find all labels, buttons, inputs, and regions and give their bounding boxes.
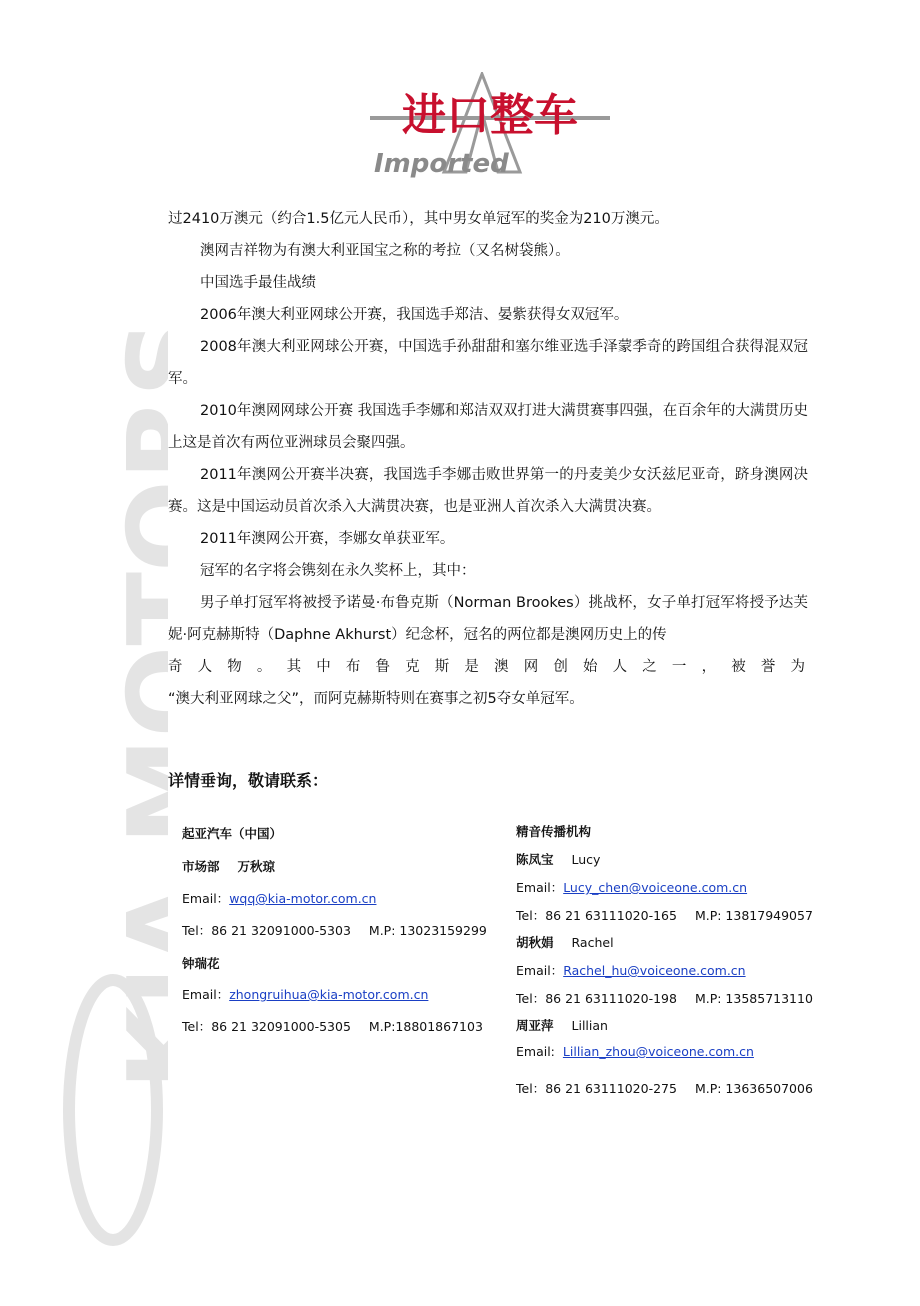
right-mp-2: M.P: 13585713110 (694, 991, 813, 1006)
paragraph-6: 2010年澳网网球公开赛 我国选手李娜和郑洁双双打进大满贯赛事四强，在百余年的大满贯历史上这是首次有两位亚洲球员会聚四强。 (168, 403, 808, 451)
left-person2: 钟瑞花 (182, 956, 220, 971)
left-mp-2: M.P:18801867103 (368, 1019, 483, 1034)
right-tel-1: 86 21 63111020-165 (545, 908, 677, 923)
right-person3 (516, 1016, 608, 1034)
right-p3-name: 周亚萍 (516, 1018, 554, 1033)
tel-label: Tel： (182, 923, 212, 938)
right-mp-1: M.P: 13817949057 (694, 908, 813, 923)
paragraph-11: 奇人物。其中布鲁克斯是澳网创始人之一，被誉为 (168, 659, 808, 675)
left-email-link-1[interactable]: wqq@kia-motor.com.cn (229, 891, 377, 906)
left-tel-1: 86 21 32091000-5303 (211, 923, 351, 938)
kia-motors-watermark (58, 0, 168, 1302)
kia-logo-watermark-graphic (58, 0, 168, 1302)
right-email-link-2[interactable]: Rachel_hu@voiceone.com.cn (563, 963, 746, 978)
left-dept-person (182, 857, 275, 875)
left-email-row-1 (182, 889, 376, 907)
tel-label: Tel： (516, 908, 546, 923)
email-label: Email： (182, 891, 230, 906)
left-dept: 市场部 (182, 859, 220, 874)
contact-right-column (516, 822, 816, 1102)
article-body (168, 203, 808, 715)
tel-label: Tel： (516, 1081, 546, 1096)
paragraph-9: 冠军的名字将会镌刻在永久奖杯上，其中： (200, 563, 476, 579)
right-company: 精音传播机构 (516, 824, 592, 839)
watermark-text: KIA MOTORS (106, 319, 168, 1090)
tel-label: Tel： (516, 991, 546, 1006)
email-label: Email： (516, 963, 564, 978)
right-person1 (516, 850, 600, 868)
right-tel-3: 86 21 63111020-275 (545, 1081, 677, 1096)
left-email-link-2[interactable]: zhongruihua@kia-motor.com.cn (229, 987, 429, 1002)
paragraph-10: 男子单打冠军将被授予诺曼·布鲁克斯（Norman Brookes）挑战杯，女子单打冠军将授予达芙妮·阿克赫斯特（Daphne Akhurst）纪念杯，冠名的两位都是澳网历史上的传 (168, 595, 808, 643)
email-label: Email: (516, 1044, 555, 1059)
email-label: Email： (182, 987, 230, 1002)
left-company: 起亚汽车（中国） (182, 826, 283, 841)
right-email-row-3 (516, 1044, 754, 1059)
left-mp-1: M.P: 13023159299 (368, 923, 487, 938)
paragraph-3: 中国选手最佳战绩 (200, 275, 316, 291)
paragraph-8: 2011年澳网公开赛，李娜女单获亚军。 (200, 531, 455, 547)
paragraph-2: 澳网吉祥物为有澳大利亚国宝之称的考拉（又名树袋熊）。 (200, 243, 570, 259)
left-person1: 万秋琼 (237, 859, 276, 874)
paragraph-4: 2006年澳大利亚网球公开赛，我国选手郑洁、晏紫获得女双冠军。 (200, 307, 629, 323)
email-label: Email： (516, 880, 564, 895)
left-tel-2: 86 21 32091000-5305 (211, 1019, 351, 1034)
right-tel-row-3 (516, 1079, 813, 1097)
imported-logo-graphic (370, 72, 610, 184)
right-tel-2: 86 21 63111020-198 (545, 991, 677, 1006)
logo-main-text: 进口整车 (402, 90, 578, 141)
right-email-link-3[interactable]: Lillian_zhou@voiceone.com.cn (562, 1044, 754, 1059)
paragraph-7: 2011年澳网公开赛半决赛，我国选手李娜击败世界第一的丹麦美少女沃兹尼亚奇，跻身澳网决赛。这是中国运动员首次杀入大满贯决赛，也是亚洲人首次杀入大满贯决赛。 (168, 467, 808, 515)
right-p1-en: Lucy (571, 852, 601, 867)
right-person2 (516, 933, 614, 951)
left-tel-row-2 (182, 1017, 483, 1035)
right-email-row-2 (516, 961, 746, 979)
left-tel-row-1 (182, 921, 487, 939)
right-p3-en: Lillian (571, 1018, 608, 1033)
paragraph-1: 过2410万澳元（约合1.5亿元人民币），其中男女单冠军的奖金为210万澳元。 (168, 211, 669, 227)
logo-sub-text: Imported (374, 149, 509, 179)
right-p2-name: 胡秋娟 (516, 935, 554, 950)
left-email-row-2 (182, 985, 428, 1003)
contact-left-column (182, 820, 502, 1040)
tel-label: Tel： (182, 1019, 212, 1034)
right-tel-row-2 (516, 989, 813, 1007)
right-p1-name: 陈凤宝 (516, 852, 554, 867)
right-email-row-1 (516, 878, 747, 896)
paragraph-5: 2008年澳大利亚网球公开赛，中国选手孙甜甜和塞尔维亚选手泽蒙季奇的跨国组合获得混双冠军。 (168, 339, 808, 387)
right-email-link-1[interactable]: Lucy_chen@voiceone.com.cn (563, 880, 748, 895)
right-tel-row-1 (516, 906, 813, 924)
contact-heading: 详情垂询，敬请联系： (168, 771, 329, 790)
right-p2-en: Rachel (571, 935, 614, 950)
right-mp-3: M.P: 13636507006 (694, 1081, 813, 1096)
imported-logo (370, 72, 610, 184)
paragraph-12: “澳大利亚网球之父”，而阿克赫斯特则在赛事之初5夺女单冠军。 (168, 691, 584, 707)
